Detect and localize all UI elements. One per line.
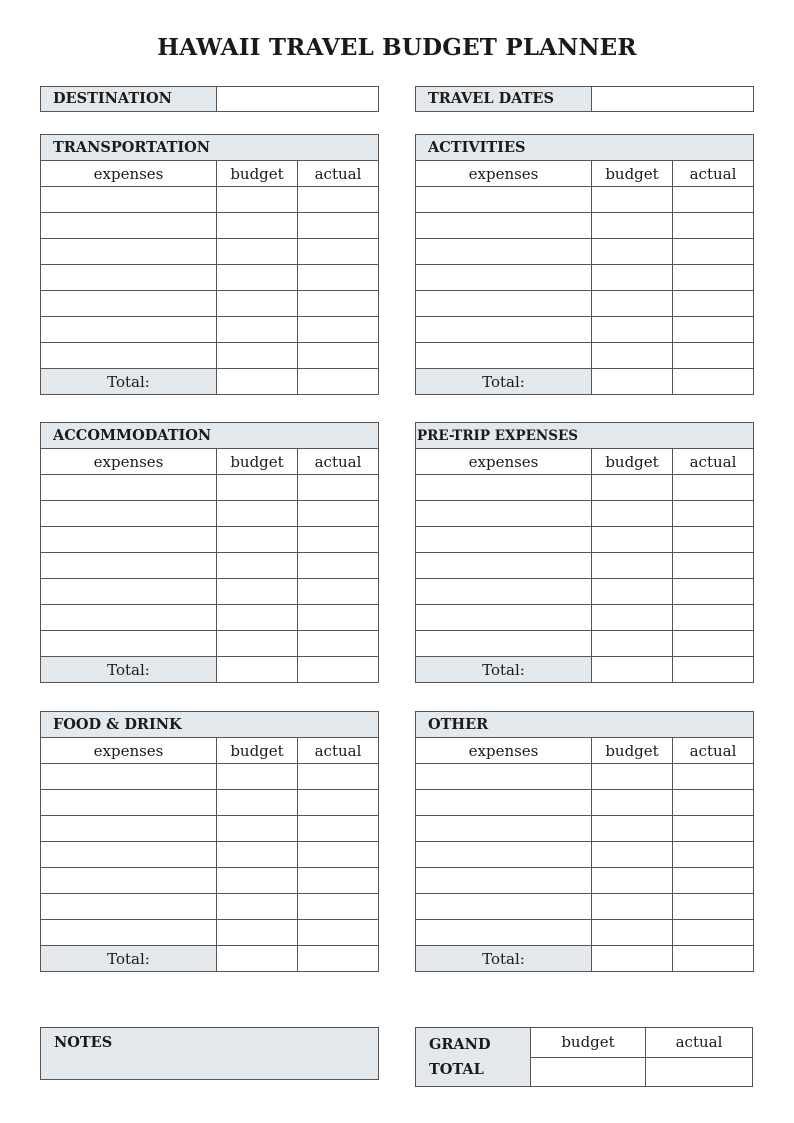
expense-cell[interactable]: [416, 265, 592, 291]
actual-cell[interactable]: [298, 527, 379, 553]
total-actual-cell[interactable]: [673, 657, 754, 683]
expense-cell[interactable]: [416, 790, 592, 816]
budget-cell[interactable]: [592, 920, 673, 946]
table-row: [416, 475, 754, 501]
expense-cell[interactable]: [41, 239, 217, 265]
actual-cell[interactable]: [298, 475, 379, 501]
expense-cell[interactable]: [41, 816, 217, 842]
table-row: [41, 868, 379, 894]
expense-cell[interactable]: [41, 291, 217, 317]
table-row: [416, 764, 754, 790]
expense-cell[interactable]: [416, 816, 592, 842]
table-row: [41, 816, 379, 842]
actual-cell[interactable]: [673, 239, 754, 265]
grand-total-label: [416, 1028, 531, 1087]
expense-cell[interactable]: [416, 343, 592, 369]
expense-cell[interactable]: [416, 475, 592, 501]
table-row: [416, 213, 754, 239]
budget-cell[interactable]: [592, 631, 673, 657]
actual-cell[interactable]: [673, 920, 754, 946]
actual-cell[interactable]: [298, 868, 379, 894]
budget-cell[interactable]: [217, 187, 298, 213]
budget-cell[interactable]: [592, 605, 673, 631]
table-row: [416, 790, 754, 816]
table-row: [41, 475, 379, 501]
expense-cell[interactable]: [416, 842, 592, 868]
actual-cell[interactable]: [298, 317, 379, 343]
total-label: Total:: [416, 369, 592, 395]
budget-cell[interactable]: [592, 816, 673, 842]
budget-cell[interactable]: [592, 790, 673, 816]
other-table: [415, 711, 754, 972]
table-row: [416, 579, 754, 605]
budget-cell[interactable]: [217, 920, 298, 946]
budget-cell[interactable]: [592, 842, 673, 868]
expense-cell[interactable]: [416, 894, 592, 920]
total-label: Total:: [41, 946, 217, 972]
total-label: Total:: [416, 657, 592, 683]
grand-total-table: [415, 1027, 753, 1087]
actual-cell[interactable]: [673, 816, 754, 842]
expense-cell[interactable]: [41, 842, 217, 868]
column-header-budget: budget: [217, 161, 298, 187]
actual-cell[interactable]: [673, 213, 754, 239]
actual-cell[interactable]: [298, 553, 379, 579]
total-budget-cell[interactable]: [592, 369, 673, 395]
table-row: [41, 842, 379, 868]
table-row: [41, 265, 379, 291]
total-label: Total:: [41, 657, 217, 683]
expense-cell[interactable]: [416, 291, 592, 317]
budget-cell[interactable]: [217, 605, 298, 631]
actual-cell[interactable]: [673, 842, 754, 868]
grand-total-actual-header: actual: [646, 1028, 753, 1058]
expense-cell[interactable]: [41, 265, 217, 291]
table-row: [416, 501, 754, 527]
expense-cell[interactable]: [41, 317, 217, 343]
column-header-budget: budget: [217, 738, 298, 764]
total-budget-cell[interactable]: [217, 946, 298, 972]
table-row: [41, 213, 379, 239]
total-actual-cell[interactable]: [298, 369, 379, 395]
table-row: [41, 631, 379, 657]
column-header-budget: budget: [592, 161, 673, 187]
column-header-expenses: expenses: [41, 449, 217, 475]
actual-cell[interactable]: [673, 501, 754, 527]
table-row: [416, 816, 754, 842]
table-row: [41, 920, 379, 946]
table-row: [41, 291, 379, 317]
budget-cell[interactable]: [592, 239, 673, 265]
notes-label: NOTES: [54, 1034, 113, 1051]
expense-cell[interactable]: [416, 631, 592, 657]
actual-cell[interactable]: [673, 579, 754, 605]
column-header-budget: budget: [592, 449, 673, 475]
expense-cell[interactable]: [416, 239, 592, 265]
budget-cell[interactable]: [217, 265, 298, 291]
total-row: [416, 657, 754, 683]
column-header-budget: budget: [592, 738, 673, 764]
budget-cell[interactable]: [217, 816, 298, 842]
budget-cell[interactable]: [592, 343, 673, 369]
table-row: [416, 265, 754, 291]
food-drink-table: [40, 711, 379, 972]
column-header-actual: actual: [298, 738, 379, 764]
expense-cell[interactable]: [41, 790, 217, 816]
budget-cell[interactable]: [592, 213, 673, 239]
budget-cell[interactable]: [592, 317, 673, 343]
table-row: [416, 631, 754, 657]
expense-cell[interactable]: [416, 213, 592, 239]
budget-cell[interactable]: [592, 187, 673, 213]
table-row: [41, 343, 379, 369]
expense-cell[interactable]: [41, 868, 217, 894]
budget-cell[interactable]: [217, 842, 298, 868]
actual-cell[interactable]: [298, 631, 379, 657]
budget-cell[interactable]: [592, 579, 673, 605]
expense-cell[interactable]: [41, 187, 217, 213]
expense-cell[interactable]: [41, 894, 217, 920]
actual-cell[interactable]: [298, 842, 379, 868]
column-header-expenses: expenses: [416, 161, 592, 187]
actual-cell[interactable]: [298, 920, 379, 946]
total-actual-cell[interactable]: [298, 946, 379, 972]
budget-cell[interactable]: [592, 527, 673, 553]
travel-dates-input[interactable]: [592, 87, 753, 111]
budget-cell[interactable]: [217, 527, 298, 553]
expense-cell[interactable]: [41, 764, 217, 790]
expense-cell[interactable]: [416, 579, 592, 605]
table-row: [41, 317, 379, 343]
actual-cell[interactable]: [298, 343, 379, 369]
budget-cell[interactable]: [217, 868, 298, 894]
expense-cell[interactable]: [41, 343, 217, 369]
column-header-budget: budget: [217, 449, 298, 475]
table-row: [416, 894, 754, 920]
actual-cell[interactable]: [673, 187, 754, 213]
expense-cell[interactable]: [41, 527, 217, 553]
table-row: [41, 764, 379, 790]
grand-total-line2: TOTAL: [429, 1061, 484, 1078]
budget-cell[interactable]: [217, 239, 298, 265]
actual-cell[interactable]: [673, 764, 754, 790]
column-header-expenses: expenses: [416, 738, 592, 764]
budget-cell[interactable]: [592, 764, 673, 790]
total-label: Total:: [416, 946, 592, 972]
table-row: [41, 790, 379, 816]
food-drink-section-title: FOOD & DRINK: [41, 712, 379, 738]
budget-cell[interactable]: [217, 790, 298, 816]
budget-cell[interactable]: [217, 553, 298, 579]
table-row: [41, 553, 379, 579]
expense-cell[interactable]: [41, 579, 217, 605]
travel-dates-label: TRAVEL DATES: [416, 87, 592, 111]
budget-cell[interactable]: [592, 291, 673, 317]
actual-cell[interactable]: [673, 527, 754, 553]
column-header-expenses: expenses: [416, 449, 592, 475]
budget-cell[interactable]: [592, 265, 673, 291]
actual-cell[interactable]: [298, 213, 379, 239]
budget-cell[interactable]: [217, 501, 298, 527]
activities-table: [415, 134, 754, 395]
column-header-actual: actual: [673, 161, 754, 187]
actual-cell[interactable]: [298, 579, 379, 605]
actual-cell[interactable]: [298, 894, 379, 920]
expense-cell[interactable]: [416, 553, 592, 579]
actual-cell[interactable]: [673, 868, 754, 894]
expense-cell[interactable]: [416, 868, 592, 894]
actual-cell[interactable]: [673, 790, 754, 816]
grand-total-line1: GRAND: [429, 1036, 491, 1053]
actual-cell[interactable]: [298, 790, 379, 816]
column-header-actual: actual: [673, 449, 754, 475]
actual-cell[interactable]: [673, 343, 754, 369]
budget-cell[interactable]: [217, 475, 298, 501]
table-row: [416, 553, 754, 579]
column-header-actual: actual: [673, 738, 754, 764]
expense-cell[interactable]: [416, 317, 592, 343]
destination-input[interactable]: [217, 87, 378, 111]
page-title: HAWAII TRAVEL BUDGET PLANNER: [157, 34, 637, 61]
table-row: [416, 842, 754, 868]
pre-trip-table: [415, 422, 754, 683]
table-row: [416, 868, 754, 894]
expense-cell[interactable]: [416, 920, 592, 946]
table-row: [41, 527, 379, 553]
actual-cell[interactable]: [298, 291, 379, 317]
budget-cell[interactable]: [217, 579, 298, 605]
table-row: [416, 187, 754, 213]
actual-cell[interactable]: [673, 291, 754, 317]
budget-cell[interactable]: [217, 631, 298, 657]
total-budget-cell[interactable]: [217, 657, 298, 683]
table-row: [416, 605, 754, 631]
accommodation-table: [40, 422, 379, 683]
table-row: [41, 894, 379, 920]
actual-cell[interactable]: [673, 475, 754, 501]
budget-cell[interactable]: [217, 894, 298, 920]
transportation-table: [40, 134, 379, 395]
expense-cell[interactable]: [416, 501, 592, 527]
budget-cell[interactable]: [217, 291, 298, 317]
expense-cell[interactable]: [41, 605, 217, 631]
expense-cell[interactable]: [416, 527, 592, 553]
budget-cell[interactable]: [592, 894, 673, 920]
pre-trip-section-title: PRE-TRIP EXPENSES: [416, 423, 754, 449]
table-row: [416, 527, 754, 553]
budget-cell[interactable]: [592, 868, 673, 894]
total-budget-cell[interactable]: [592, 657, 673, 683]
actual-cell[interactable]: [673, 265, 754, 291]
travel-dates-field: [415, 86, 754, 112]
table-row: [41, 187, 379, 213]
total-row: [41, 946, 379, 972]
total-row: [41, 369, 379, 395]
table-row: [416, 317, 754, 343]
grand-total-actual-cell[interactable]: [646, 1057, 753, 1087]
actual-cell[interactable]: [673, 631, 754, 657]
total-budget-cell[interactable]: [592, 946, 673, 972]
budget-cell[interactable]: [592, 475, 673, 501]
table-row: [416, 343, 754, 369]
destination-field: [40, 86, 379, 112]
other-section-title: OTHER: [416, 712, 754, 738]
actual-cell[interactable]: [298, 187, 379, 213]
total-row: [416, 946, 754, 972]
expense-cell[interactable]: [416, 187, 592, 213]
table-row: [41, 605, 379, 631]
table-row: [41, 501, 379, 527]
table-row: [416, 920, 754, 946]
total-actual-cell[interactable]: [673, 946, 754, 972]
expense-cell[interactable]: [41, 475, 217, 501]
budget-cell[interactable]: [217, 213, 298, 239]
actual-cell[interactable]: [298, 265, 379, 291]
actual-cell[interactable]: [298, 605, 379, 631]
expense-cell[interactable]: [41, 213, 217, 239]
expense-cell[interactable]: [416, 764, 592, 790]
actual-cell[interactable]: [673, 894, 754, 920]
expense-cell[interactable]: [41, 631, 217, 657]
budget-cell[interactable]: [592, 501, 673, 527]
table-row: [41, 239, 379, 265]
table-row: [416, 291, 754, 317]
table-row: [416, 239, 754, 265]
column-header-actual: actual: [298, 161, 379, 187]
budget-cell[interactable]: [217, 764, 298, 790]
expense-cell[interactable]: [41, 553, 217, 579]
actual-cell[interactable]: [673, 605, 754, 631]
column-header-expenses: expenses: [41, 161, 217, 187]
expense-cell[interactable]: [41, 920, 217, 946]
total-label: Total:: [41, 369, 217, 395]
actual-cell[interactable]: [298, 816, 379, 842]
transportation-section-title: TRANSPORTATION: [41, 135, 379, 161]
expense-cell[interactable]: [41, 501, 217, 527]
column-header-expenses: expenses: [41, 738, 217, 764]
budget-cell[interactable]: [217, 343, 298, 369]
actual-cell[interactable]: [673, 317, 754, 343]
total-row: [41, 657, 379, 683]
accommodation-section-title: ACCOMMODATION: [41, 423, 379, 449]
grand-total-budget-cell[interactable]: [531, 1057, 646, 1087]
column-header-actual: actual: [298, 449, 379, 475]
expense-cell[interactable]: [416, 605, 592, 631]
grand-total-budget-header: budget: [531, 1028, 646, 1058]
actual-cell[interactable]: [673, 553, 754, 579]
activities-section-title: ACTIVITIES: [416, 135, 754, 161]
actual-cell[interactable]: [298, 239, 379, 265]
total-row: [416, 369, 754, 395]
table-row: [41, 579, 379, 605]
total-actual-cell[interactable]: [673, 369, 754, 395]
actual-cell[interactable]: [298, 501, 379, 527]
notes-box[interactable]: [40, 1027, 379, 1080]
budget-cell[interactable]: [592, 553, 673, 579]
total-budget-cell[interactable]: [217, 369, 298, 395]
actual-cell[interactable]: [298, 764, 379, 790]
destination-label: DESTINATION: [41, 87, 217, 111]
total-actual-cell[interactable]: [298, 657, 379, 683]
budget-cell[interactable]: [217, 317, 298, 343]
